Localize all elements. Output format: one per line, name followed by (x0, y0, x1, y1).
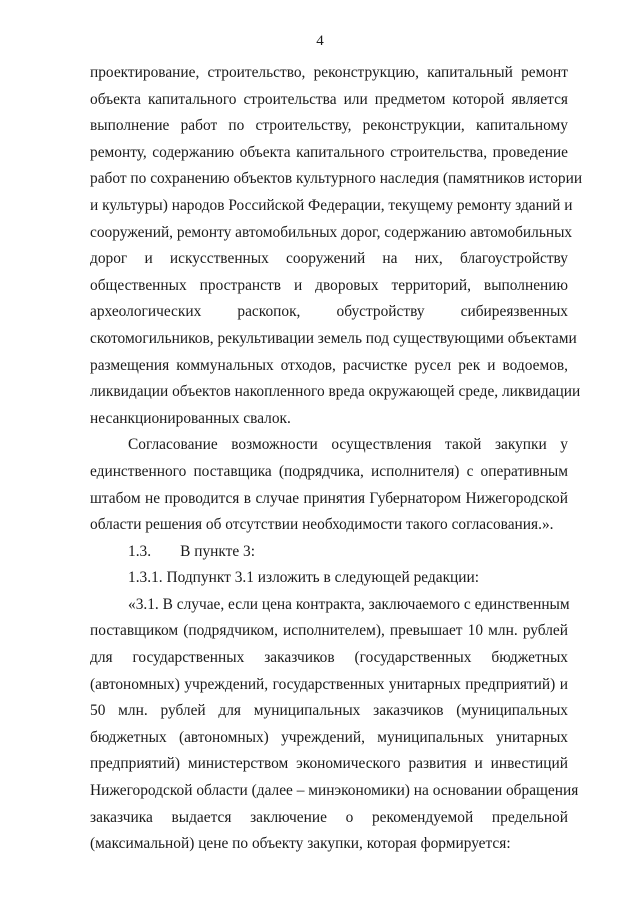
text-line: поставщиком (подрядчиком, исполнителем), превышает 10 млн. рублей (90, 622, 568, 640)
text-line: «3.1. В случае, если цена контракта, заключаемого с единственным (128, 595, 570, 613)
text-line: (автономных) учреждений, государственных унитарных предприятий) и (90, 675, 568, 693)
text-line: единственного поставщика (подрядчика, исполнителя) с оперативным (90, 462, 568, 480)
document-body (90, 60, 583, 858)
text-line: 50 млн. рублей для муниципальных заказчиков (муниципальных (90, 702, 568, 720)
text-line: дорог и искусственных сооружений на них, благоустройству (90, 250, 568, 268)
text-line: несанкционированных свалок. (90, 409, 291, 427)
text-line: штабом не проводится в случае принятия Губернатором Нижегородской (90, 489, 568, 507)
item-number: 1.3. (128, 542, 152, 560)
text-line: и культуры) народов Российской Федерации, текущему ремонту зданий и (90, 196, 573, 214)
text-line: работ по сохранению объектов культурного наследия (памятников истории (90, 170, 583, 188)
paragraph-4 (90, 565, 568, 592)
text-line: заказчика выдается заключение о рекомендуемой предельной (90, 808, 568, 826)
text-line: проектирование, строительство, реконструкцию, капитальный ремонт (90, 64, 568, 81)
paragraph-3 (90, 539, 568, 566)
page-number: 4 (316, 33, 324, 49)
list-item (90, 539, 568, 566)
text-line: объекта капитального строительства или предметом которой является (90, 90, 568, 108)
text-line: для государственных заказчиков (государственных бюджетных (90, 649, 568, 667)
text-line: сооружений, ремонту автомобильных дорог, содержанию автомобильных (90, 223, 573, 241)
text-line: ликвидации объектов накопленного вреда окружающей среде, ликвидации (90, 383, 581, 401)
text-line: скотомогильников, рекультивации земель под существующими объектами (90, 329, 577, 347)
text-line: ремонту, содержанию объекта капитального строительства, проведение (90, 143, 568, 161)
text-line: Нижегородской области (далее – минэкономики) на основании обращения (90, 782, 579, 800)
text-line: области решения об отсутствии необходимости такого согласования.». (90, 516, 554, 534)
paragraph-2 (90, 432, 568, 538)
text-line: археологических раскопок, обустройству сибиреязвенных (90, 303, 568, 321)
text-line: размещения коммунальных отходов, расчистке русел рек и водоемов, (90, 356, 568, 374)
text-line: Согласование возможности осуществления такой закупки у (128, 436, 568, 454)
paragraph-1 (90, 60, 583, 432)
text-line: предприятий) министерством экономического развития и инвестиций (90, 755, 568, 773)
paragraph-5 (90, 592, 579, 858)
text-line: (максимальной) цене по объекту закупки, которая формируется: (90, 835, 511, 853)
text-line: бюджетных (автономных) учреждений, муниципальных унитарных (90, 728, 568, 746)
text-line: выполнение работ по строительству, реконструкции, капитальному (90, 117, 568, 135)
item-text: В пункте 3: (180, 542, 256, 560)
text-line: 1.3.1. Подпункт 3.1 изложить в следующей редакции: (128, 569, 480, 587)
text-line: общественных пространств и дворовых территорий, выполнению (90, 276, 568, 294)
